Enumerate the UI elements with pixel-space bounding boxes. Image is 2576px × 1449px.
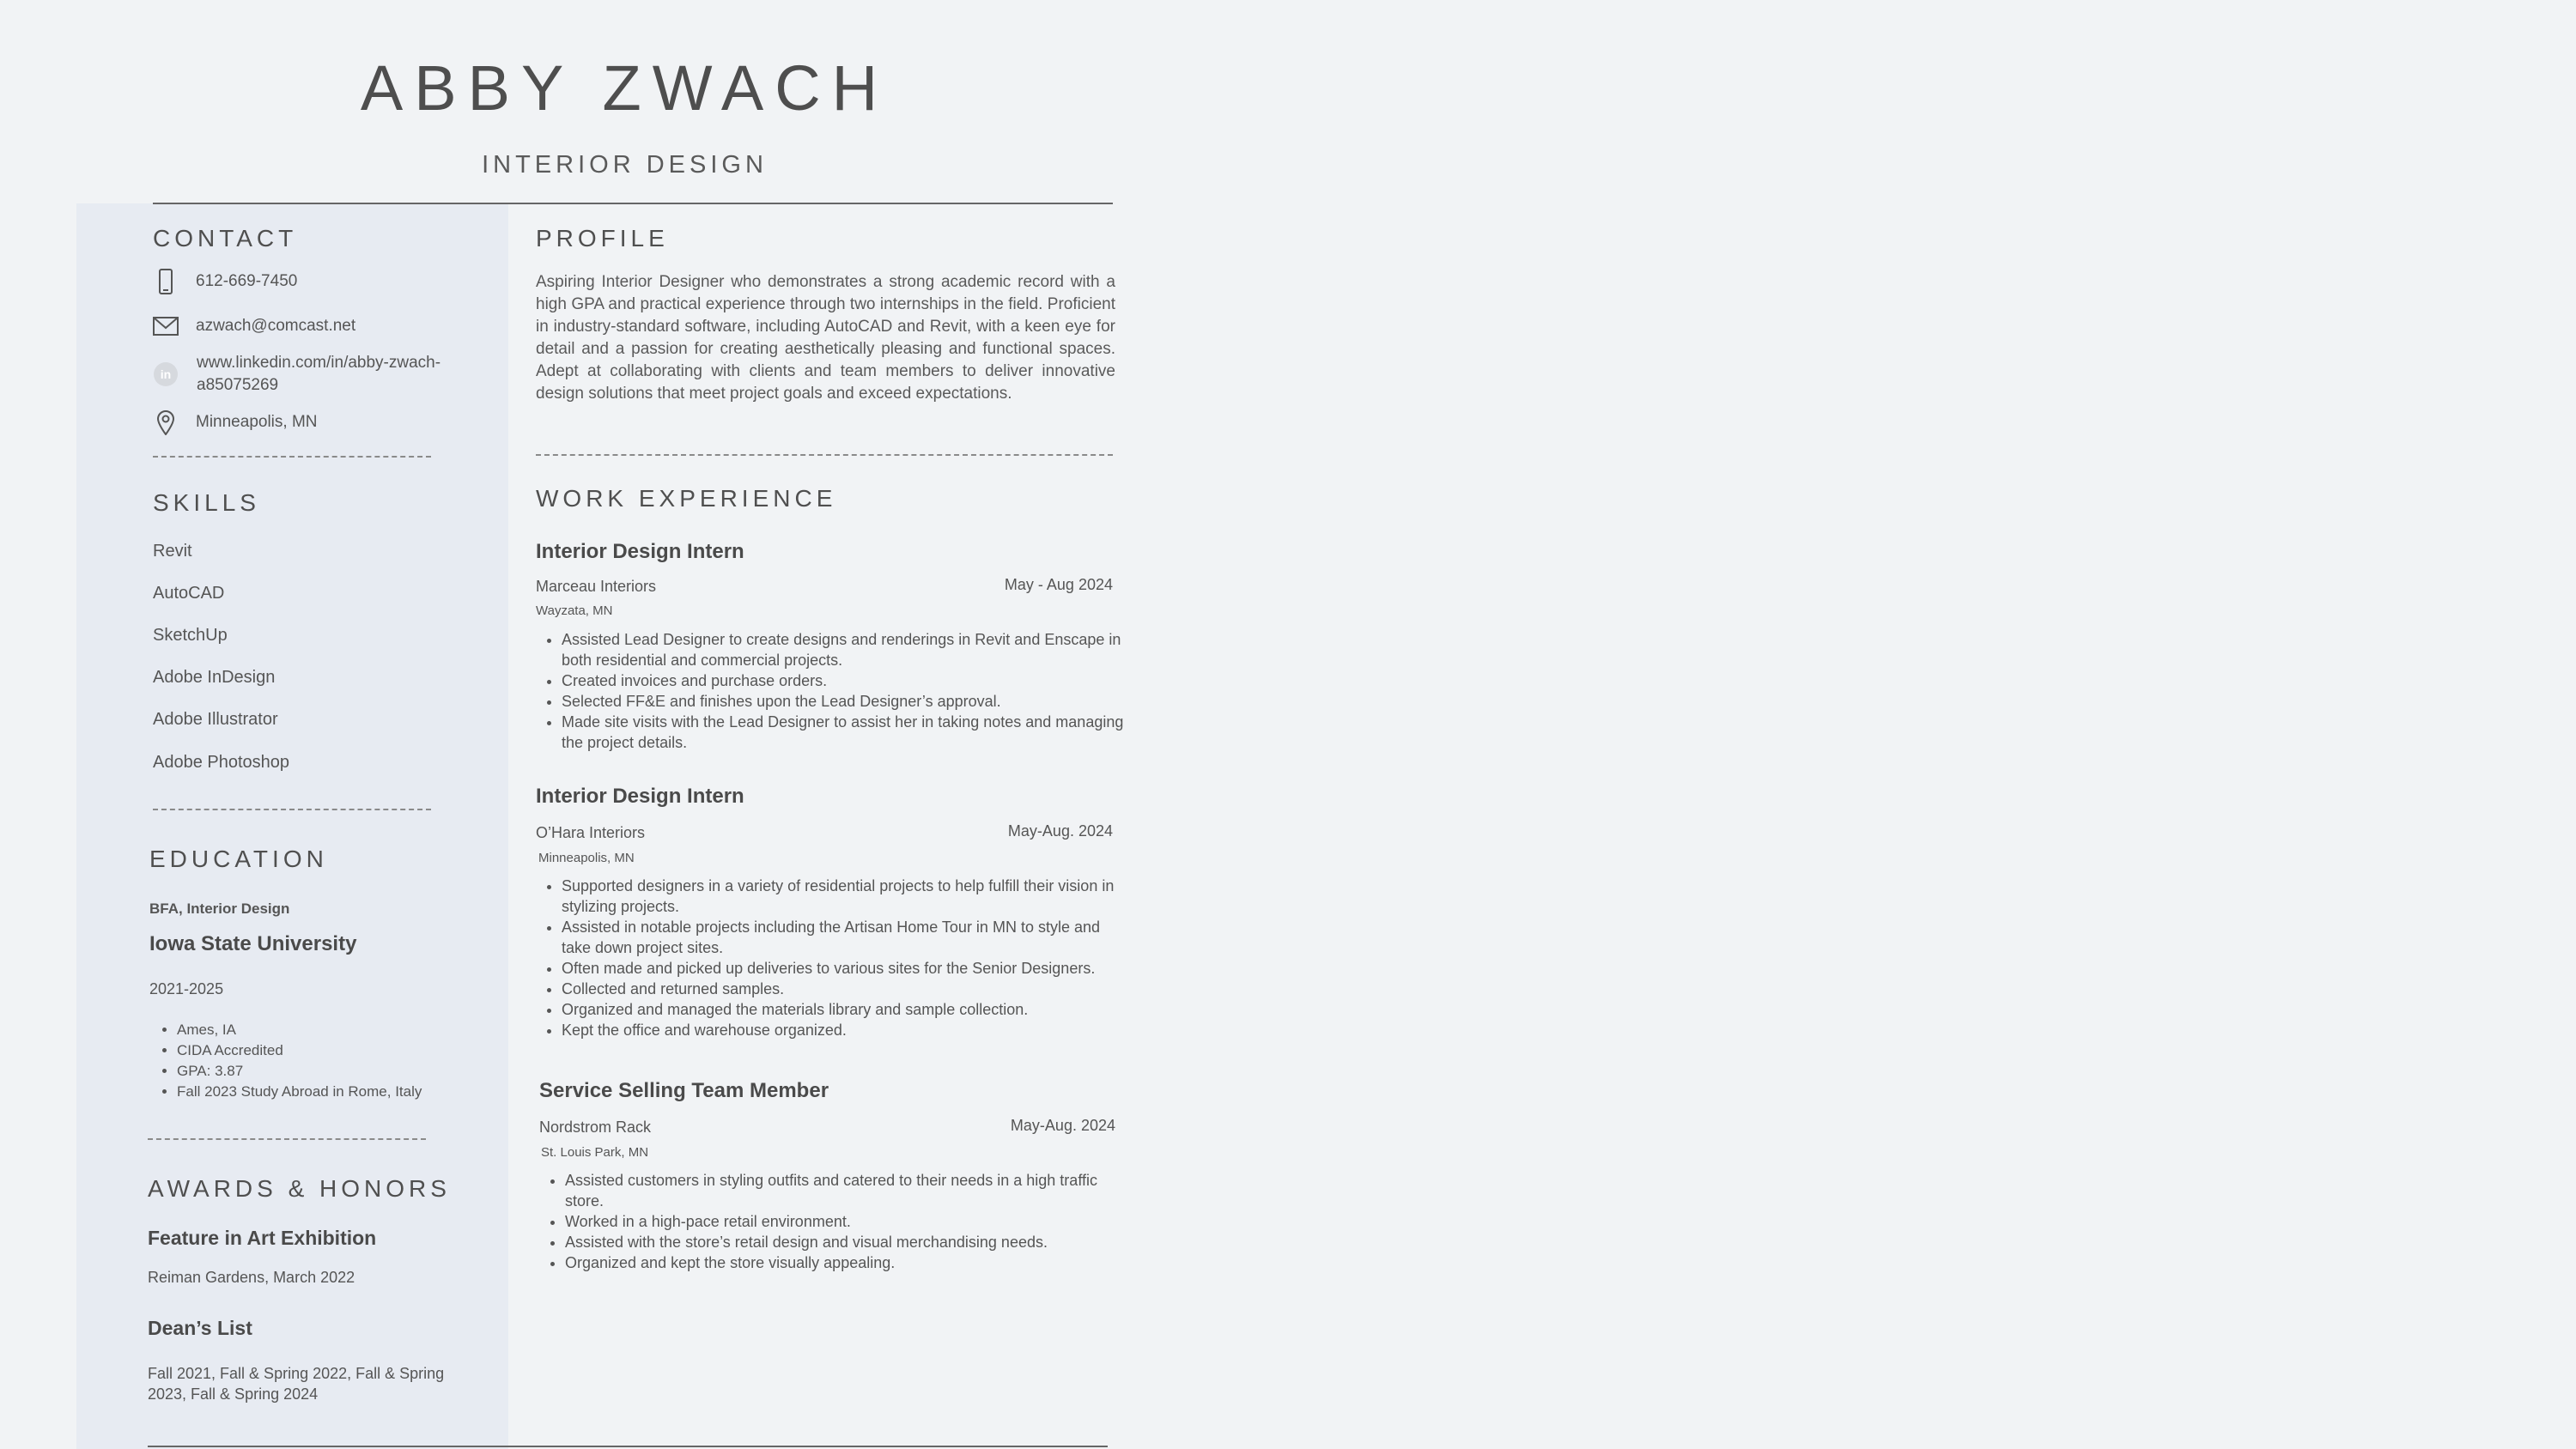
job-dates: May-Aug. 2024	[1007, 822, 1113, 840]
job-bullets	[536, 876, 1133, 1040]
list-item: • Collected and returned samples.	[562, 979, 1133, 999]
list-item: • Assisted Lead Designer to create designs and renderings in Revit and Enscape in both residential and commercial projects.	[562, 629, 1128, 670]
job-company: Nordstrom Rack	[539, 1119, 652, 1136]
resume-name: ABBY ZWACH	[360, 52, 890, 124]
list-item: • Selected FF&E and finishes upon the Lead Designer’s approval.	[562, 691, 1128, 712]
skill-item: Revit	[153, 542, 192, 561]
list-item: • Often made and picked up deliveries to various sites for the Senior Designers.	[562, 958, 1133, 979]
education-heading: EDUCATION	[149, 846, 328, 872]
contact-email[interactable]: azwach@comcast.net	[196, 317, 356, 335]
profile-heading: PROFILE	[536, 225, 669, 252]
award-title: Feature in Art Exhibition	[148, 1227, 377, 1249]
job-location: St. Louis Park, MN	[541, 1145, 649, 1160]
list-item: • Organized and managed the materials library and sample collection.	[562, 999, 1133, 1020]
award-detail: Reiman Gardens, March 2022	[148, 1269, 355, 1286]
location-pin-icon	[153, 409, 179, 435]
award-title: Dean’s List	[148, 1317, 252, 1339]
award-detail-line: Fall 2021, Fall & Spring 2022, Fall & Spring	[148, 1365, 445, 1382]
phone-icon	[153, 269, 179, 294]
list-item: • Worked in a high-pace retail environment.	[565, 1211, 1136, 1232]
header-divider	[153, 203, 1113, 204]
list-item: • Ames, IA	[177, 1020, 422, 1040]
contact-linkedin-line1[interactable]: www.linkedin.com/in/abby-zwach-	[197, 354, 441, 372]
contact-phone: 612-669-7450	[196, 272, 298, 290]
job-title: Interior Design Intern	[536, 785, 744, 808]
list-item: • Assisted in notable projects including the Artisan Home Tour in MN to style and take down project sites.	[562, 917, 1133, 958]
contact-heading: CONTACT	[153, 225, 298, 252]
job-dates: May - Aug 2024	[1004, 576, 1113, 593]
education-school: Iowa State University	[149, 932, 357, 955]
list-item: • Fall 2023 Study Abroad in Rome, Italy	[177, 1082, 422, 1102]
contact-phone-row	[153, 269, 297, 294]
job-dates: May-Aug. 2024	[1010, 1117, 1115, 1134]
skill-item: SketchUp	[153, 626, 228, 645]
profile-text: Aspiring Interior Designer who demonstrates a strong academic record with a high GPA and practical experience through two internships in the field. Proficient in industry-standard software, including AutoCAD and Revit, with a keen eye for detail and a passion for creating aesthetically pleasing and functional spaces. Adept at collaborating with clients and team members to deliver innovative design solutions that meet project goals and exceed expectations.	[536, 273, 1115, 403]
list-item: • Created invoices and purchase orders.	[562, 670, 1128, 691]
education-divider	[148, 1138, 426, 1140]
job-location: Minneapolis, MN	[538, 851, 635, 865]
list-item: • Supported designers in a variety of residential projects to help fulfill their vision in stylizing projects.	[562, 876, 1133, 917]
linkedin-icon	[153, 361, 179, 387]
job-bullets	[539, 1170, 1136, 1273]
education-details	[149, 1020, 422, 1102]
svg-text:in: in	[160, 367, 172, 381]
contact-location-row	[153, 409, 318, 435]
skill-item: Adobe Photoshop	[153, 753, 290, 772]
contact-location: Minneapolis, MN	[196, 413, 318, 431]
skills-heading: SKILLS	[153, 489, 260, 516]
job-bullets	[536, 629, 1128, 753]
profile-divider	[536, 454, 1113, 456]
skill-item: Adobe Illustrator	[153, 710, 278, 729]
resume-subtitle: INTERIOR DESIGN	[482, 151, 768, 179]
skill-item: AutoCAD	[153, 584, 225, 603]
awards-heading: AWARDS & HONORS	[148, 1175, 451, 1202]
skill-item: Adobe InDesign	[153, 668, 276, 687]
job-title: Interior Design Intern	[536, 540, 744, 563]
list-item: • Organized and kept the store visually appealing.	[565, 1252, 1136, 1273]
job-title: Service Selling Team Member	[539, 1079, 829, 1102]
education-years: 2021-2025	[149, 980, 224, 997]
contact-linkedin-line2[interactable]: a85075269	[197, 376, 279, 394]
list-item: • CIDA Accredited	[177, 1040, 422, 1061]
list-item: • Kept the office and warehouse organized.	[562, 1020, 1133, 1040]
contact-email-row	[153, 313, 355, 339]
list-item: • GPA: 3.87	[177, 1061, 422, 1082]
award-detail-line: 2023, Fall & Spring 2024	[148, 1385, 319, 1403]
skills-divider	[153, 809, 431, 810]
experience-heading: WORK EXPERIENCE	[536, 485, 837, 512]
contact-linkedin-row	[153, 352, 440, 397]
contact-divider	[153, 456, 431, 458]
list-item: • Assisted customers in styling outfits and catered to their needs in a high traffic store.	[565, 1170, 1136, 1211]
list-item: • Assisted with the store’s retail design and visual merchandising needs.	[565, 1232, 1136, 1252]
award-detail	[148, 1363, 444, 1404]
footer-divider	[148, 1446, 1108, 1447]
job-company: Marceau Interiors	[536, 578, 657, 595]
list-item: • Made site visits with the Lead Designer to assist her in taking notes and managing the project details.	[562, 712, 1128, 753]
education-degree: BFA, Interior Design	[149, 900, 290, 917]
mail-icon	[153, 313, 179, 339]
job-company: O’Hara Interiors	[536, 824, 646, 841]
job-location: Wayzata, MN	[536, 603, 613, 618]
